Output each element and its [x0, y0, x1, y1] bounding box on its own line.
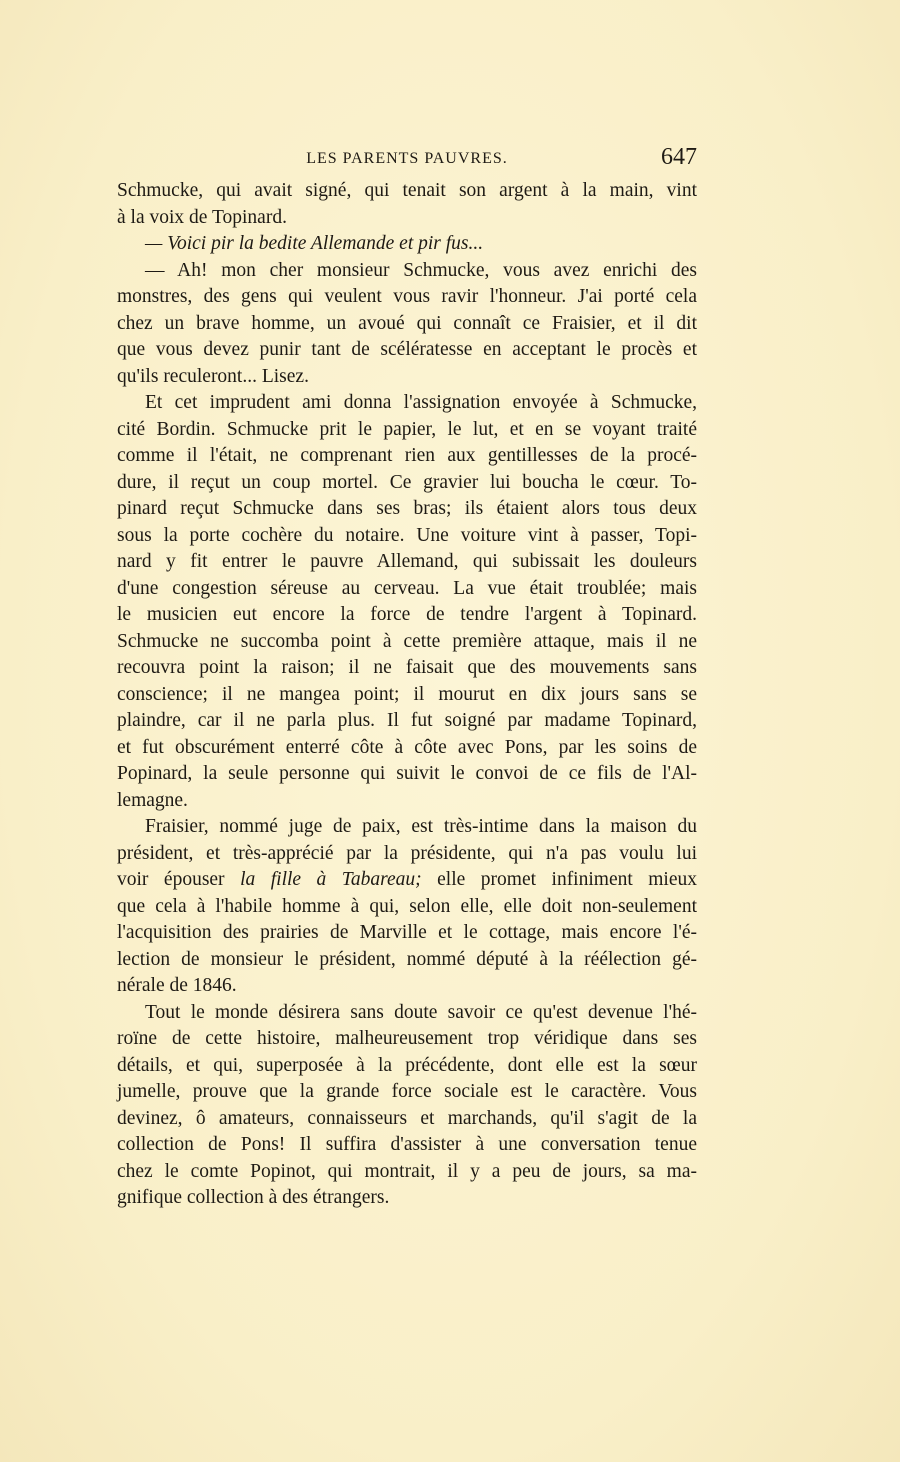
text-line: cité Bordin. Schmucke prit le papier, le lut, et en se voyant traité — [117, 418, 697, 440]
text-line: conscience; il ne mangea point; il mourut en dix jours sans se — [117, 683, 697, 705]
text-line: Schmucke ne succomba point à cette première attaque, mais il ne — [117, 630, 697, 652]
text-line: — Voici pir la bedite Allemande et pir fus... — [145, 233, 484, 254]
italic-title: la fille à Tabareau; — [240, 869, 422, 890]
page-header — [117, 146, 697, 172]
text-line: Fraisier, nommé juge de paix, est très-intime dans la maison du — [145, 816, 697, 837]
text-line: sous la porte cochère du notaire. Une voiture vint à passer, Topi- — [117, 524, 697, 546]
text-line: devinez, ô amateurs, connaisseurs et marchands, qu'il s'agit de la — [117, 1107, 697, 1129]
text-line: d'une congestion séreuse au cerveau. La vue était troublée; mais — [117, 577, 697, 599]
text-line: président, et très-apprécié par la présidente, qui n'a pas voulu lui — [117, 842, 697, 864]
page-number: 647 — [661, 144, 697, 170]
text-line — [117, 867, 697, 894]
paragraph — [117, 390, 697, 814]
text-line: qu'ils reculeront... Lisez. — [117, 365, 309, 387]
text-line: que vous devez punir tant de scélératesse en acceptant le procès et — [117, 339, 697, 360]
paragraph — [117, 814, 697, 1000]
text-line: jumelle, prouve que la grande force sociale est le caractère. Vous — [117, 1081, 697, 1102]
text-line: Popinard, la seule personne qui suivit le convoi de ce fils de l'Al- — [117, 763, 697, 784]
text-segment: voir épouser — [117, 869, 241, 890]
text-line: roïne de cette histoire, malheureusement trop véridique dans ses — [117, 1028, 697, 1049]
text-segment: elle promet infiniment mieux — [421, 869, 698, 890]
text-line: collection de Pons! Il suffira d'assister à une conversation tenue — [117, 1134, 697, 1155]
text-line: l'acquisition des prairies de Marville et le cottage, mais encore l'é- — [117, 922, 697, 943]
text-line: Et cet imprudent ami donna l'assignation envoyée à Schmucke, — [145, 392, 697, 413]
text-line: dure, il reçut un coup mortel. Ce gravier lui boucha le cœur. To- — [117, 471, 697, 493]
paragraph — [117, 231, 697, 258]
text-line: recouvra point la raison; il ne faisait que des mouvements sans — [117, 657, 697, 678]
body-text — [117, 178, 697, 1212]
text-line: pinard reçut Schmucke dans ses bras; ils étaient alors tous deux — [117, 498, 697, 519]
paragraph — [117, 178, 697, 231]
text-line: à la voix de Topinard. — [117, 206, 287, 228]
text-line: gnifique collection à des étrangers. — [117, 1187, 390, 1208]
text-line: monstres, des gens qui veulent vous ravir l'honneur. J'ai porté cela — [117, 286, 697, 307]
text-line: le musicien eut encore la force de tendre l'argent à Topinard. — [117, 604, 697, 625]
paragraph — [117, 1000, 697, 1212]
text-line: que cela à l'habile homme à qui, selon elle, elle doit non-seulement — [117, 895, 697, 917]
text-line: plaindre, car il ne parla plus. Il fut soigné par madame Topinard, — [117, 710, 697, 731]
text-line: lemagne. — [117, 789, 188, 811]
text-line: et fut obscurément enterré côte à côte avec Pons, par les soins de — [117, 736, 697, 758]
text-line: chez le comte Popinot, qui montrait, il y a peu de jours, sa ma- — [117, 1160, 697, 1182]
text-line: chez un brave homme, un avoué qui connaît ce Fraisier, et il dit — [117, 312, 697, 334]
text-line: — Ah! mon cher monsieur Schmucke, vous avez enrichi des — [145, 259, 697, 281]
text-line: nard y fit entrer le pauvre Allemand, qui subissait les douleurs — [117, 551, 697, 572]
text-line: comme il l'était, ne comprenant rien aux gentillesses de la procé- — [117, 445, 697, 466]
text-line: détails, et qui, superposée à la précédente, dont elle est la sœur — [117, 1054, 697, 1076]
text-line: Tout le monde désirera sans doute savoir ce qu'est devenue l'hé- — [145, 1001, 697, 1023]
running-title: LES PARENTS PAUVRES. — [306, 150, 508, 167]
text-line: lection de monsieur le président, nommé député à la réélection gé- — [117, 948, 697, 970]
text-line: Schmucke, qui avait signé, qui tenait son argent à la main, vint — [117, 180, 697, 201]
paragraph — [117, 258, 697, 391]
text-line: nérale de 1846. — [117, 975, 237, 996]
